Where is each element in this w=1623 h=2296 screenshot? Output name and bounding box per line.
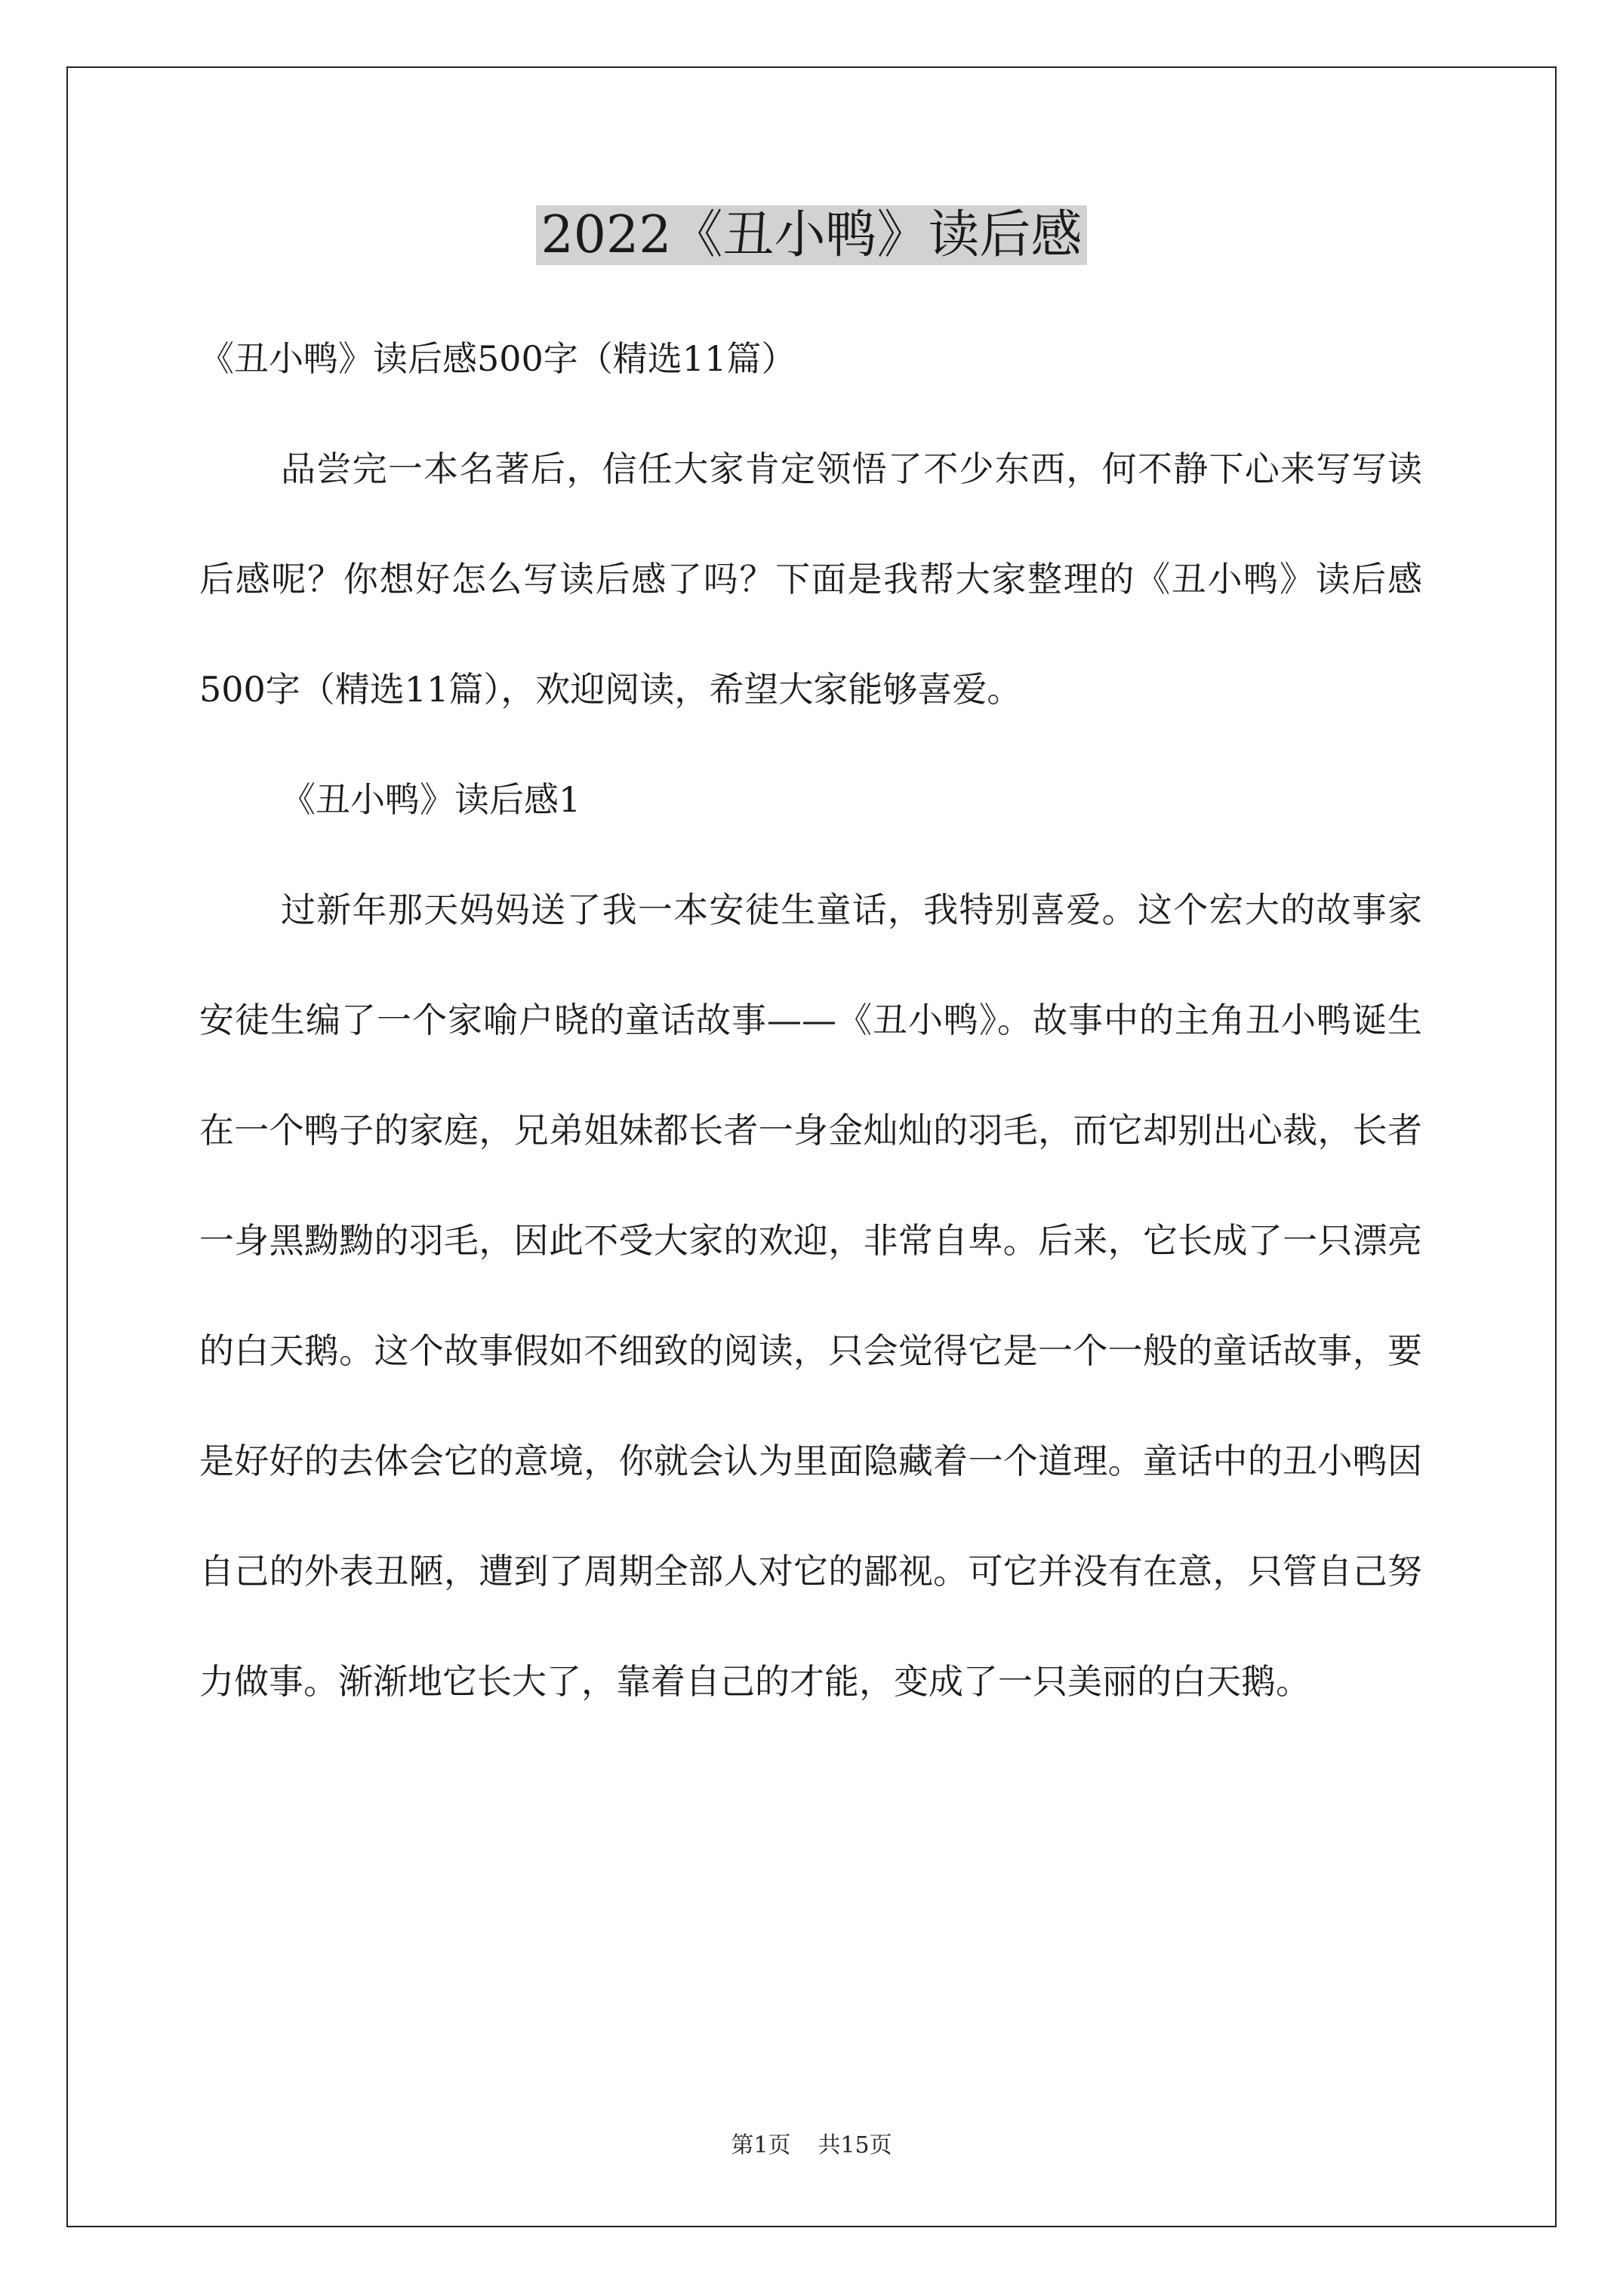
intro-paragraph: 品尝完一本名著后，信任大家肯定领悟了不少东西，何不静下心来写写读后感呢？你想好怎么写读后感了吗？下面是我帮大家整理的《丑小鸭》读后感500字（精选11篇），欢迎阅读，希望大家能够喜爱。 — [199, 448, 1422, 710]
subtitle-paragraph: 《丑小鸭》读后感500字（精选11篇） — [199, 338, 796, 379]
section-heading: 《丑小鸭》读后感1 — [281, 779, 581, 820]
page-footer — [0, 2131, 1623, 2161]
document-body — [199, 304, 1422, 1737]
page-number: 第1页 — [731, 2132, 791, 2159]
document-title — [0, 198, 1623, 273]
document-title-text: 2022《丑小鸭》读后感 — [536, 205, 1086, 265]
page-total: 共15页 — [818, 2132, 892, 2159]
body-paragraph: 过新年那天妈妈送了我一本安徒生童话，我特别喜爱。这个宏大的故事家安徒生编了一个家喻户晓的童话故事——《丑小鸭》。故事中的主角丑小鸭诞生在一个鸭子的家庭，兄弟姐妹都长者一身金灿灿的羽毛，而它却别出心裁，长者一身黑黝黝的羽毛，因此不受大家的欢迎，非常自卑。后来，它长成了一只漂亮的白天鹅。这个故事假如不细致的阅读，只会觉得它是一个一般的童话故事，要是好好的去体会它的意境，你就会认为里面隐藏着一个道理。童话中的丑小鸭因自己的外表丑陋，遭到了周期全部人对它的鄙视。可它并没有在意，只管自己努力做事。渐渐地它长大了，靠着自己的才能，变成了一只美丽的白天鹅。 — [199, 889, 1422, 1702]
